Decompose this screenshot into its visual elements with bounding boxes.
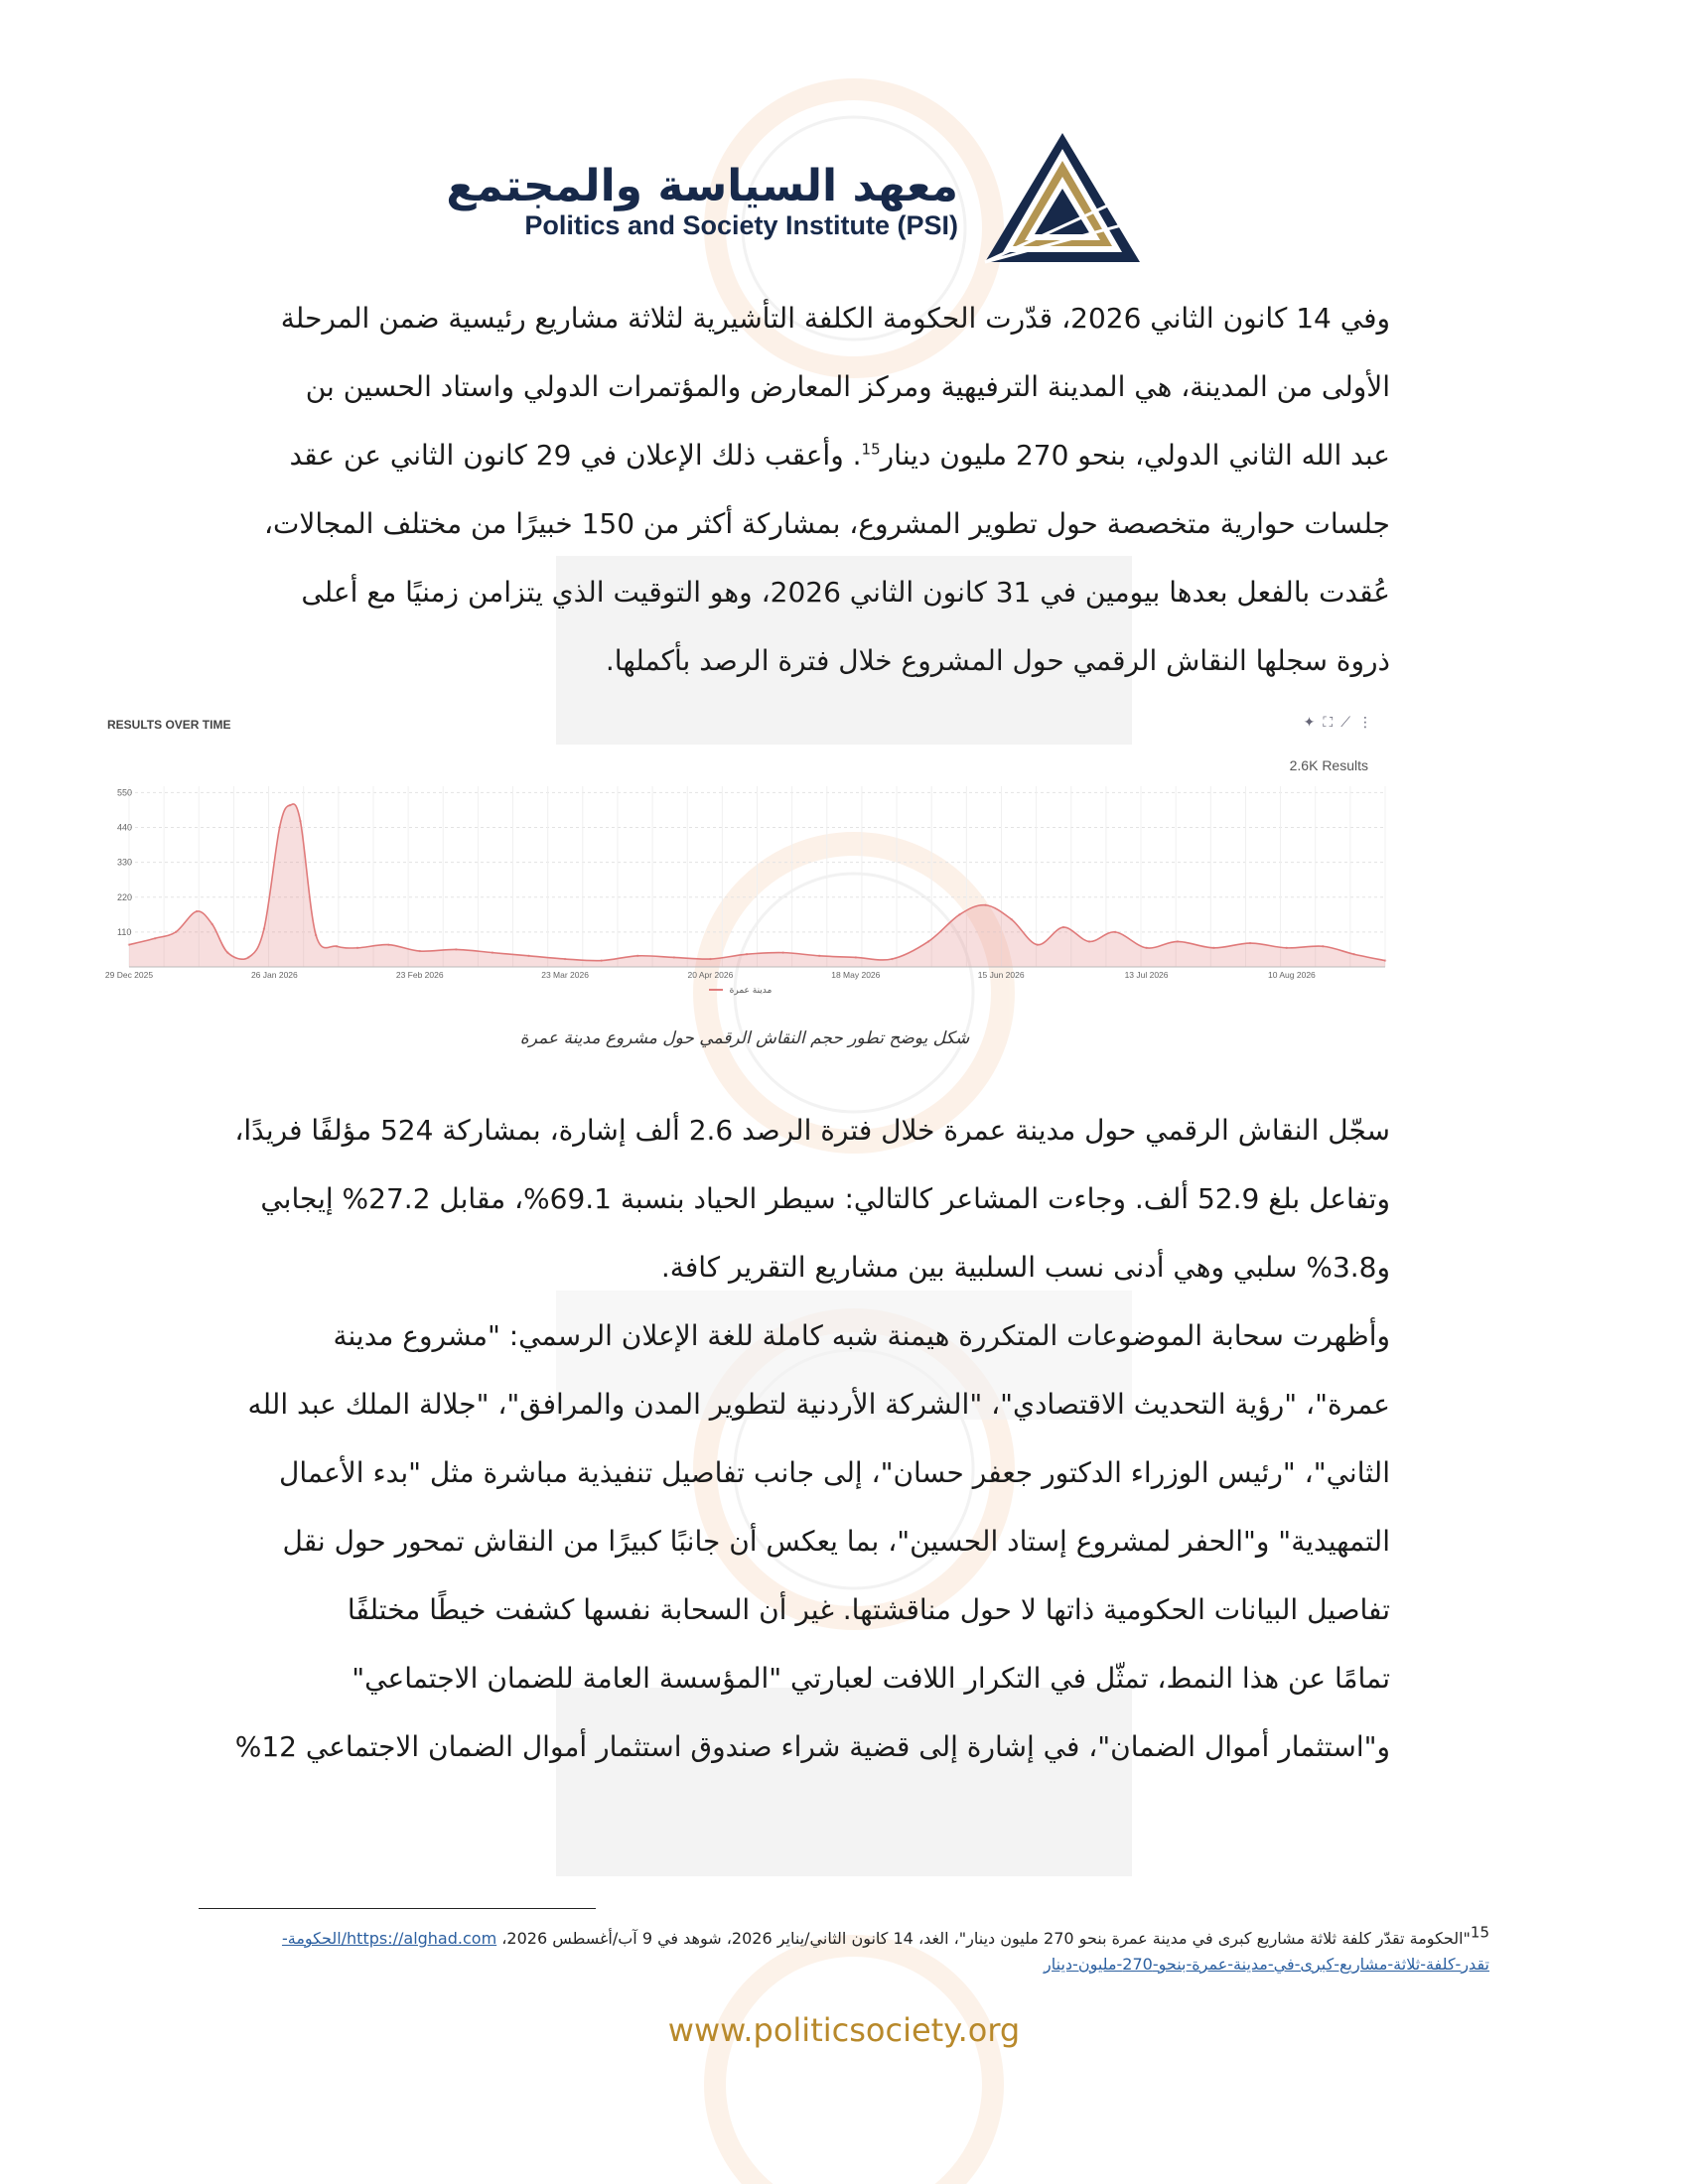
data-point[interactable] <box>211 923 212 925</box>
chart-title: RESULTS OVER TIME <box>107 718 231 732</box>
text-line: وفي 14 كانون الثاني 2026، قدّرت الحكومة الكلفة التأشيرية لثلاثة مشاريع رئيسية ضمن المرحلة <box>280 302 1390 335</box>
footnote-link-continued[interactable]: تقدر-كلفة-ثلاثة-مشاريع-كبرى-في-مدينة-عمرة-بنحو-270-مليون-دينار <box>1044 1955 1489 1974</box>
y-tick-label: 330 <box>117 857 133 868</box>
x-tick-label: 10 Aug 2026 <box>1268 970 1316 980</box>
data-point[interactable] <box>492 951 493 953</box>
data-point[interactable] <box>600 959 602 961</box>
text-line: ذروة سجلها النقاش الرقمي حول المشروع خلال فترة الرصد بأكملها. <box>605 644 1390 677</box>
text-line: الأولى من المدينة، هي المدينة الترفيهية ومركز المعارض والمؤتمرات الدولي واستاد الحسين بن <box>305 370 1390 403</box>
data-point[interactable] <box>1322 945 1324 947</box>
x-tick-label: 23 Mar 2026 <box>541 970 589 980</box>
y-tick-label: 220 <box>117 891 133 902</box>
data-point[interactable] <box>927 940 929 942</box>
footnote-reference[interactable]: 15 <box>861 440 881 459</box>
x-tick-label: 23 Feb 2026 <box>395 970 444 980</box>
x-tick-label: 26 Jan 2026 <box>250 970 298 980</box>
data-point[interactable] <box>673 956 675 958</box>
data-point[interactable] <box>1010 918 1012 920</box>
pyramid-logo-icon <box>983 131 1142 265</box>
footer-website[interactable]: www.politicsociety.org <box>667 2011 1021 2049</box>
data-point[interactable] <box>958 913 960 915</box>
data-point[interactable] <box>175 931 177 933</box>
data-point[interactable] <box>263 927 265 929</box>
line-chart-icon[interactable]: ⟋ <box>1340 715 1358 731</box>
text-segment: عبد الله الثاني الدولي، بنحو 270 مليون دينار <box>880 439 1390 472</box>
text-line: عمرة"، "رؤية التحديث الاقتصادي"، "الشركة الأردنية لتطوير المدن والمرافق"، "جلالة الملك عبد الله <box>247 1388 1390 1421</box>
data-point[interactable] <box>1037 943 1039 945</box>
data-point[interactable] <box>1145 947 1147 949</box>
legend-label: مدينة عمرة <box>729 986 773 996</box>
footnote <box>199 1923 1489 1978</box>
data-point[interactable] <box>781 951 783 953</box>
analysis-paragraph <box>199 1096 1390 1781</box>
intro-paragraph <box>199 284 1390 695</box>
data-point[interactable] <box>1088 940 1090 942</box>
data-point[interactable] <box>564 958 566 960</box>
text-segment: . وأعقب ذلك الإعلان في 29 كانون الثاني عن عقد <box>289 439 862 472</box>
text-line: التمهيدية" و"الحفر لمشروع إستاد الحسين"، بما يعكس أن جانبًا كبيرًا من النقاش تمحور حول نقل <box>282 1525 1390 1558</box>
data-point[interactable] <box>419 950 421 952</box>
x-tick-label: 18 May 2026 <box>831 970 881 980</box>
data-point[interactable] <box>527 955 529 957</box>
y-tick-label: 550 <box>117 787 133 798</box>
footnote-number: 15 <box>1470 1923 1489 1942</box>
data-point[interactable] <box>154 937 156 939</box>
data-point[interactable] <box>1285 947 1287 949</box>
institute-logo <box>446 131 1142 270</box>
text-line: الثاني"، "رئيس الوزراء الدكتور جعفر حسان"، إلى جانب تفاصيل تنفيذية مباشرة مثل "بدء الأعمال <box>279 1456 1390 1489</box>
data-point[interactable] <box>891 958 893 960</box>
results-over-time-chart <box>99 707 1390 1005</box>
data-point[interactable] <box>818 955 820 957</box>
sparkle-icon[interactable]: ✦ <box>1303 715 1324 731</box>
data-point[interactable] <box>278 826 280 828</box>
text-line: تفاصيل البيانات الحكومية ذاتها لا حول مناقشتها. غير أن السحابة نفسها كشفت خيطًا مختلفًا <box>347 1593 1390 1626</box>
data-point[interactable] <box>1062 926 1064 928</box>
data-point[interactable] <box>1352 953 1354 955</box>
data-point[interactable] <box>299 820 301 822</box>
data-point[interactable] <box>1212 947 1214 949</box>
y-tick-label: 110 <box>117 926 132 937</box>
x-tick-label: 13 Jul 2026 <box>1124 970 1169 980</box>
footnote-text: "الحكومة تقدّر كلفة ثلاثة مشاريع كبرى في مدينة عمرة بنحو 270 مليون دينار"، الغد، 14 كانون الثاني/يناير 2026، شوهد في 9 آب/أغسطس 2026، <box>496 1929 1471 1948</box>
text-line: عُقدت بالفعل بعدها بيومين في 31 كانون الثاني 2026، وهو التوقيت الذي يتزامن زمنيًا مع أعلى <box>301 576 1390 609</box>
text-line: سجّل النقاش الرقمي حول مدينة عمرة خلال فترة الرصد 2.6 ألف إشارة، بمشاركة 524 مؤلفًا فريدًا، <box>234 1114 1390 1147</box>
data-point[interactable] <box>746 953 748 955</box>
data-point[interactable] <box>247 956 249 958</box>
data-point[interactable] <box>226 951 228 953</box>
logo-arabic-name: معهد السياسة والمجتمع <box>446 161 958 211</box>
y-tick-label: 440 <box>117 822 133 833</box>
x-tick-label: 20 Apr 2026 <box>687 970 734 980</box>
data-point[interactable] <box>1177 940 1179 942</box>
results-count: 2.6K Results <box>1289 757 1368 773</box>
footnote-link[interactable]: https://alghad.com/الحكومة- <box>281 1929 497 1948</box>
data-point[interactable] <box>1384 959 1386 961</box>
data-point[interactable] <box>356 947 358 949</box>
x-tick-label: 29 Dec 2025 <box>104 970 154 980</box>
text-line: وأظهرت سحابة الموضوعات المتكررة هيمنة شبه كاملة للغة الإعلان الرسمي: "مشروع مدينة <box>333 1319 1390 1352</box>
text-line: جلسات حوارية متخصصة حول تطوير المشروع، بمشاركة أكثر من 150 خبيرًا من مختلف المجالات، <box>263 507 1390 540</box>
data-point[interactable] <box>855 956 857 958</box>
x-tick-label: 15 Jun 2026 <box>977 970 1025 980</box>
data-point[interactable] <box>1114 931 1116 933</box>
chart-caption: شكل يوضح تطور حجم النقاش الرقمي حول مشروع مدينة عمرة <box>519 1028 970 1048</box>
more-options-icon[interactable]: ⋮ <box>1358 715 1380 731</box>
data-point[interactable] <box>1249 942 1251 944</box>
data-point[interactable] <box>984 904 986 906</box>
data-point[interactable] <box>455 948 457 950</box>
chart-plot <box>99 707 1390 1005</box>
expand-icon[interactable]: ⛶ <box>1323 715 1341 731</box>
text-line: تمامًا عن هذا النمط، تمثّل في التكرار اللافت لعبارتي "المؤسسة العامة للضمان الاجتماعي" <box>352 1662 1390 1695</box>
text-line <box>199 421 1390 489</box>
text-line: وتفاعل بلغ 52.9 ألف. وجاءت المشاعر كالتالي: سيطر الحياد بنسبة 69.1%، مقابل 27.2% إيجابي <box>260 1182 1390 1215</box>
data-point[interactable] <box>387 943 389 945</box>
text-line: و"استثمار أموال الضمان"، في إشارة إلى قضية شراء صندوق استثمار أموال الضمان الاجتماعي 12% <box>234 1730 1390 1763</box>
data-point[interactable] <box>196 910 198 912</box>
text-line: و3.8% سلبي وهي أدنى نسب السلبية بين مشاريع التقرير كافة. <box>660 1251 1390 1284</box>
data-point[interactable] <box>289 804 291 806</box>
data-point[interactable] <box>128 943 130 945</box>
data-point[interactable] <box>336 945 338 947</box>
data-point[interactable] <box>315 934 317 936</box>
logo-english-name: Politics and Society Institute (PSI) <box>524 210 958 240</box>
data-point[interactable] <box>636 955 638 957</box>
data-point[interactable] <box>709 958 711 960</box>
footnote-divider <box>199 1908 596 1909</box>
